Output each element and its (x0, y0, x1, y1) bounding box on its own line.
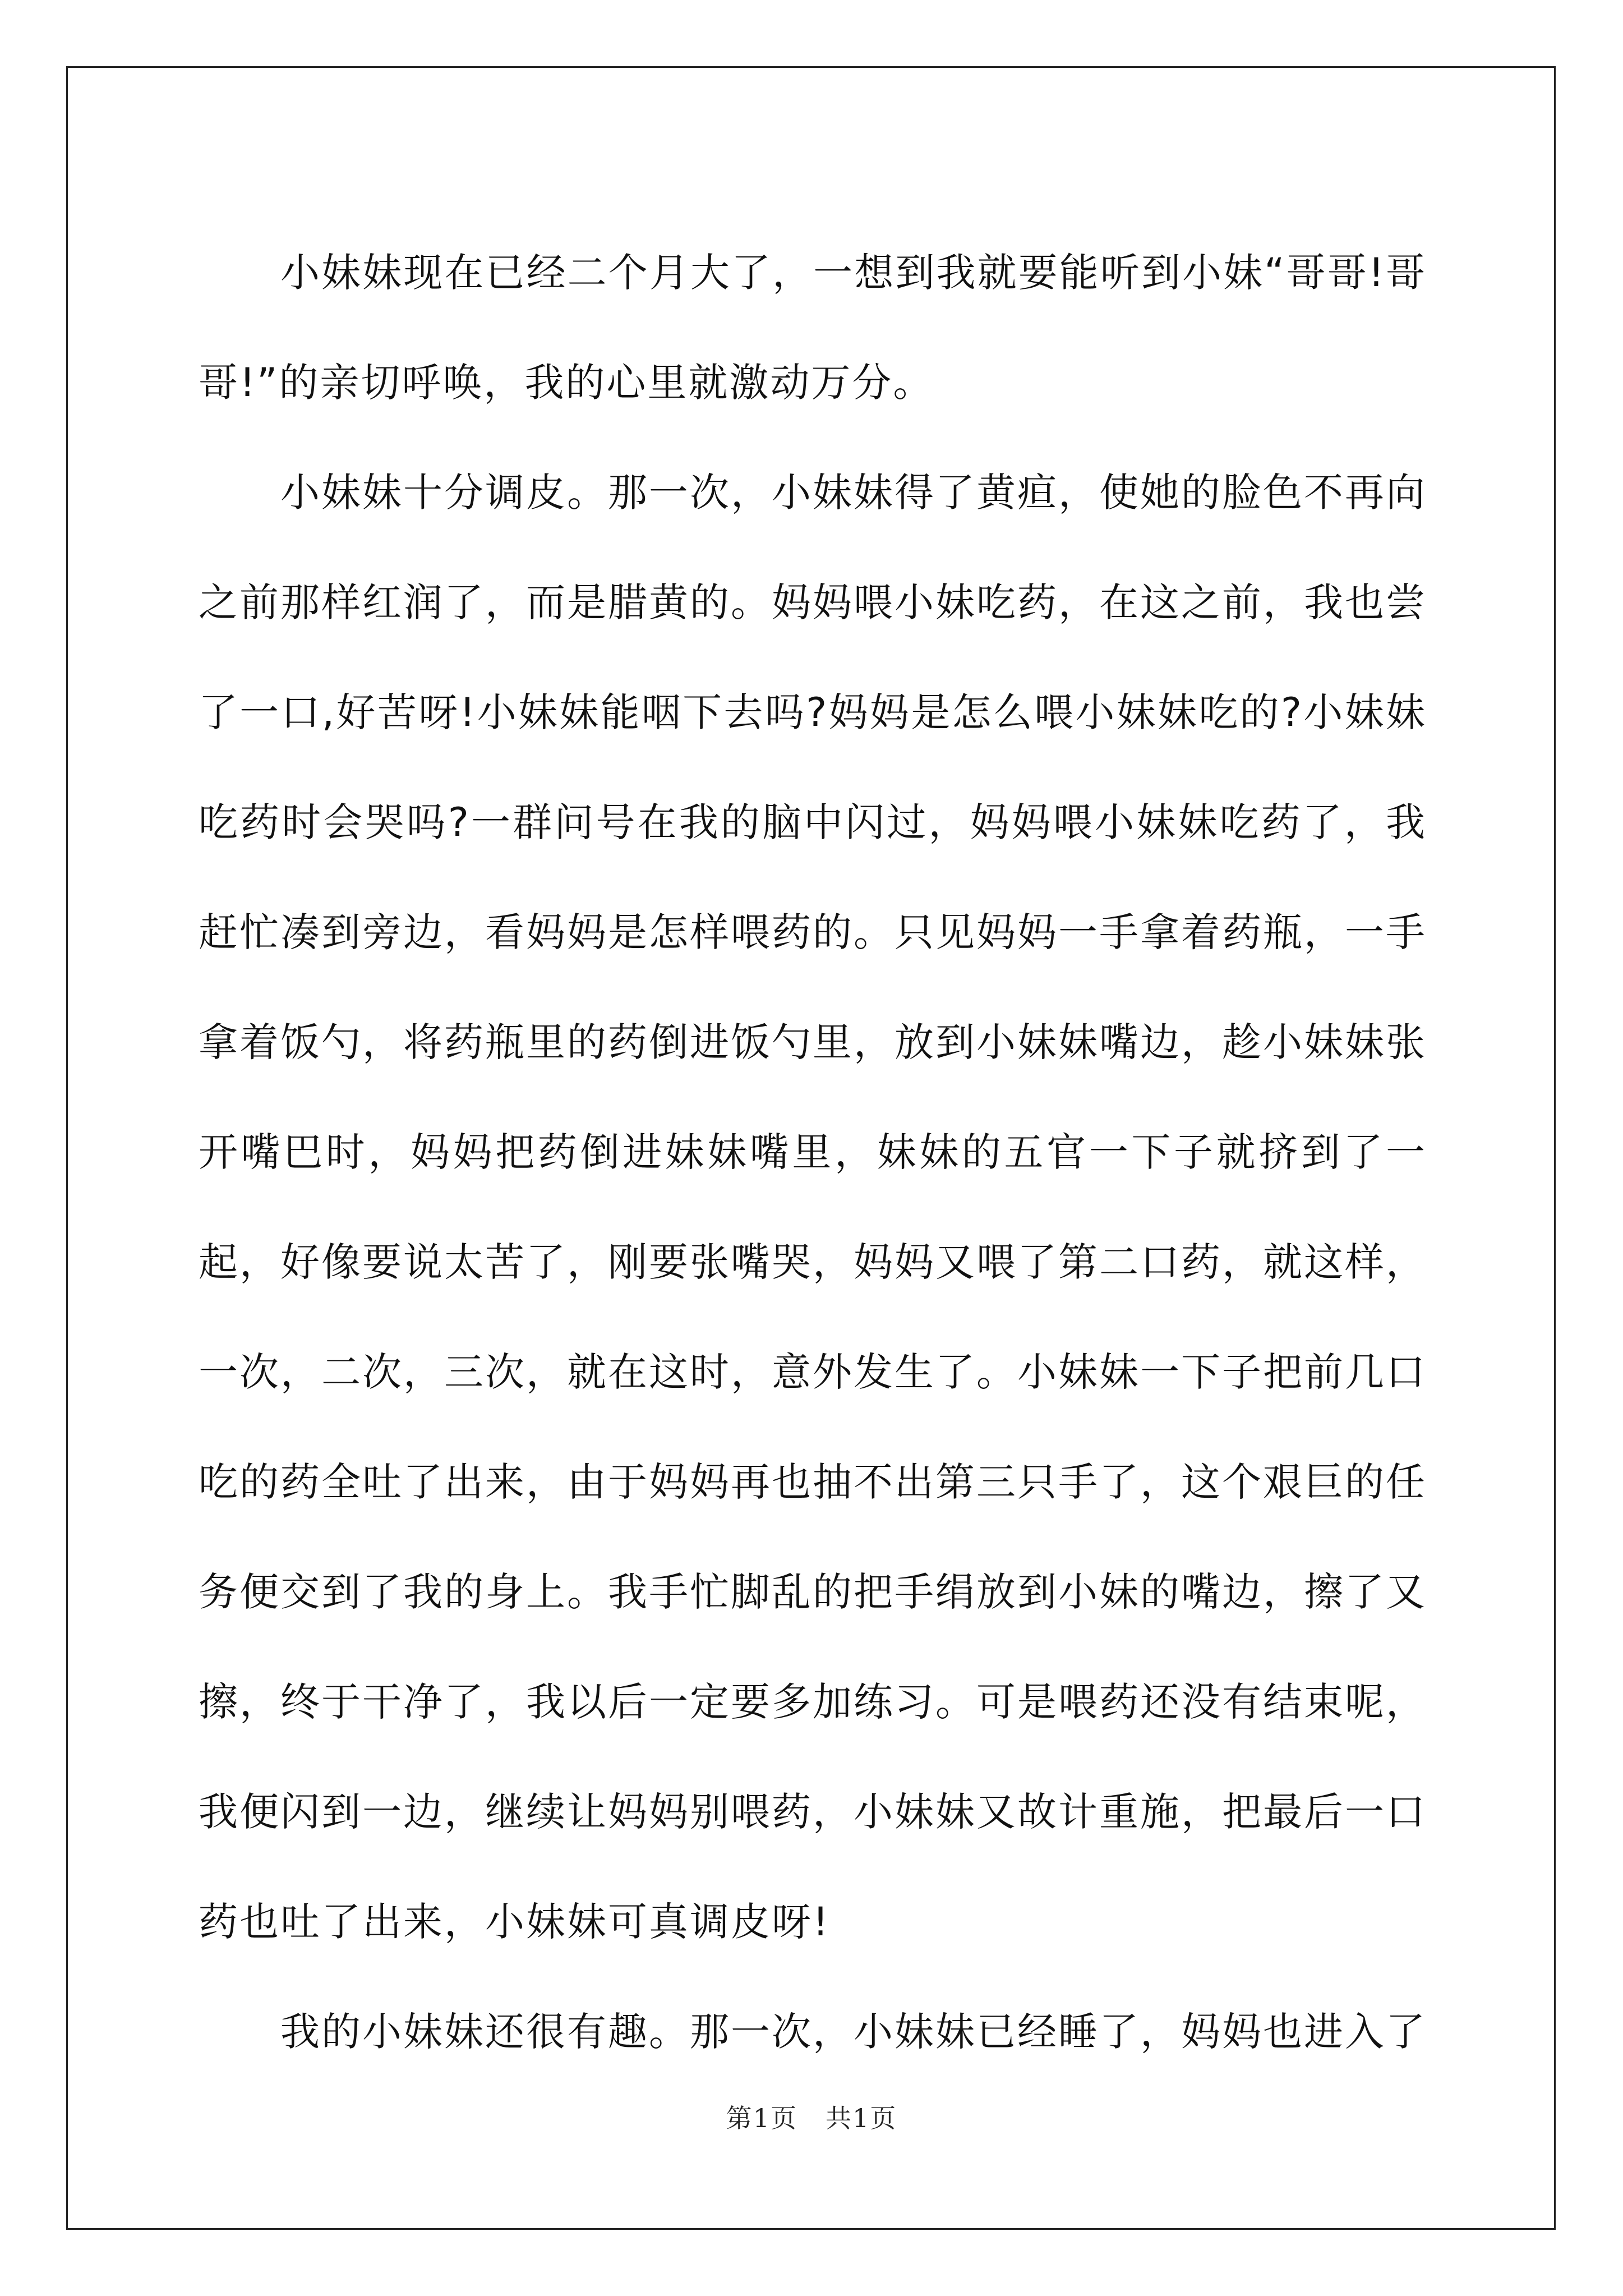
paragraph-2: 小妹妹十分调皮。那一次，小妹妹得了黄疸，使她的脸色不再向之前那样红润了，而是腊黄的。妈妈喂小妹吃药，在这之前，我也尝了一口,好苦呀!小妹妹能咽下去吗?妈妈是怎么喂小妹妹吃的?小妹妹吃药时会哭吗?一群问号在我的脑中闪过，妈妈喂小妹妹吃药了，我赶忙凑到旁边，看妈妈是怎样喂药的。只见妈妈一手拿着药瓶，一手拿着饭勺，将药瓶里的药倒进饭勺里，放到小妹妹嘴边，趁小妹妹张开嘴巴时，妈妈把药倒进妹妹嘴里，妹妹的五官一下子就挤到了一起，好像要说太苦了，刚要张嘴哭，妈妈又喂了第二口药，就这样，一次，二次，三次，就在这时，意外发生了。小妹妹一下子把前几口吃的药全吐了出来，由于妈妈再也抽不出第三只手了，这个艰巨的任务便交到了我的身上。我手忙脚乱的把手绢放到小妹的嘴边，擦了又擦，终于干净了，我以后一定要多加练习。可是喂药还没有结束呢，我便闪到一边，继续让妈妈别喂药，小妹妹又故计重施，把最后一口药也吐了出来，小妹妹可真调皮呀! (199, 470, 1427, 1945)
page-total: 共1页 (826, 2103, 897, 2133)
page-number: 第1页 (726, 2103, 797, 2133)
document-body (199, 218, 1427, 2087)
page-footer (0, 2098, 1623, 2135)
paragraph-1: 小妹妹现在已经二个月大了，一想到我就要能听到小妹“哥哥!哥哥!”的亲切呼唤，我的心里就激动万分。 (199, 250, 1427, 406)
paragraph-3: 我的小妹妹还很有趣。那一次，小妹妹已经睡了，妈妈也进入了 (280, 2009, 1427, 2055)
